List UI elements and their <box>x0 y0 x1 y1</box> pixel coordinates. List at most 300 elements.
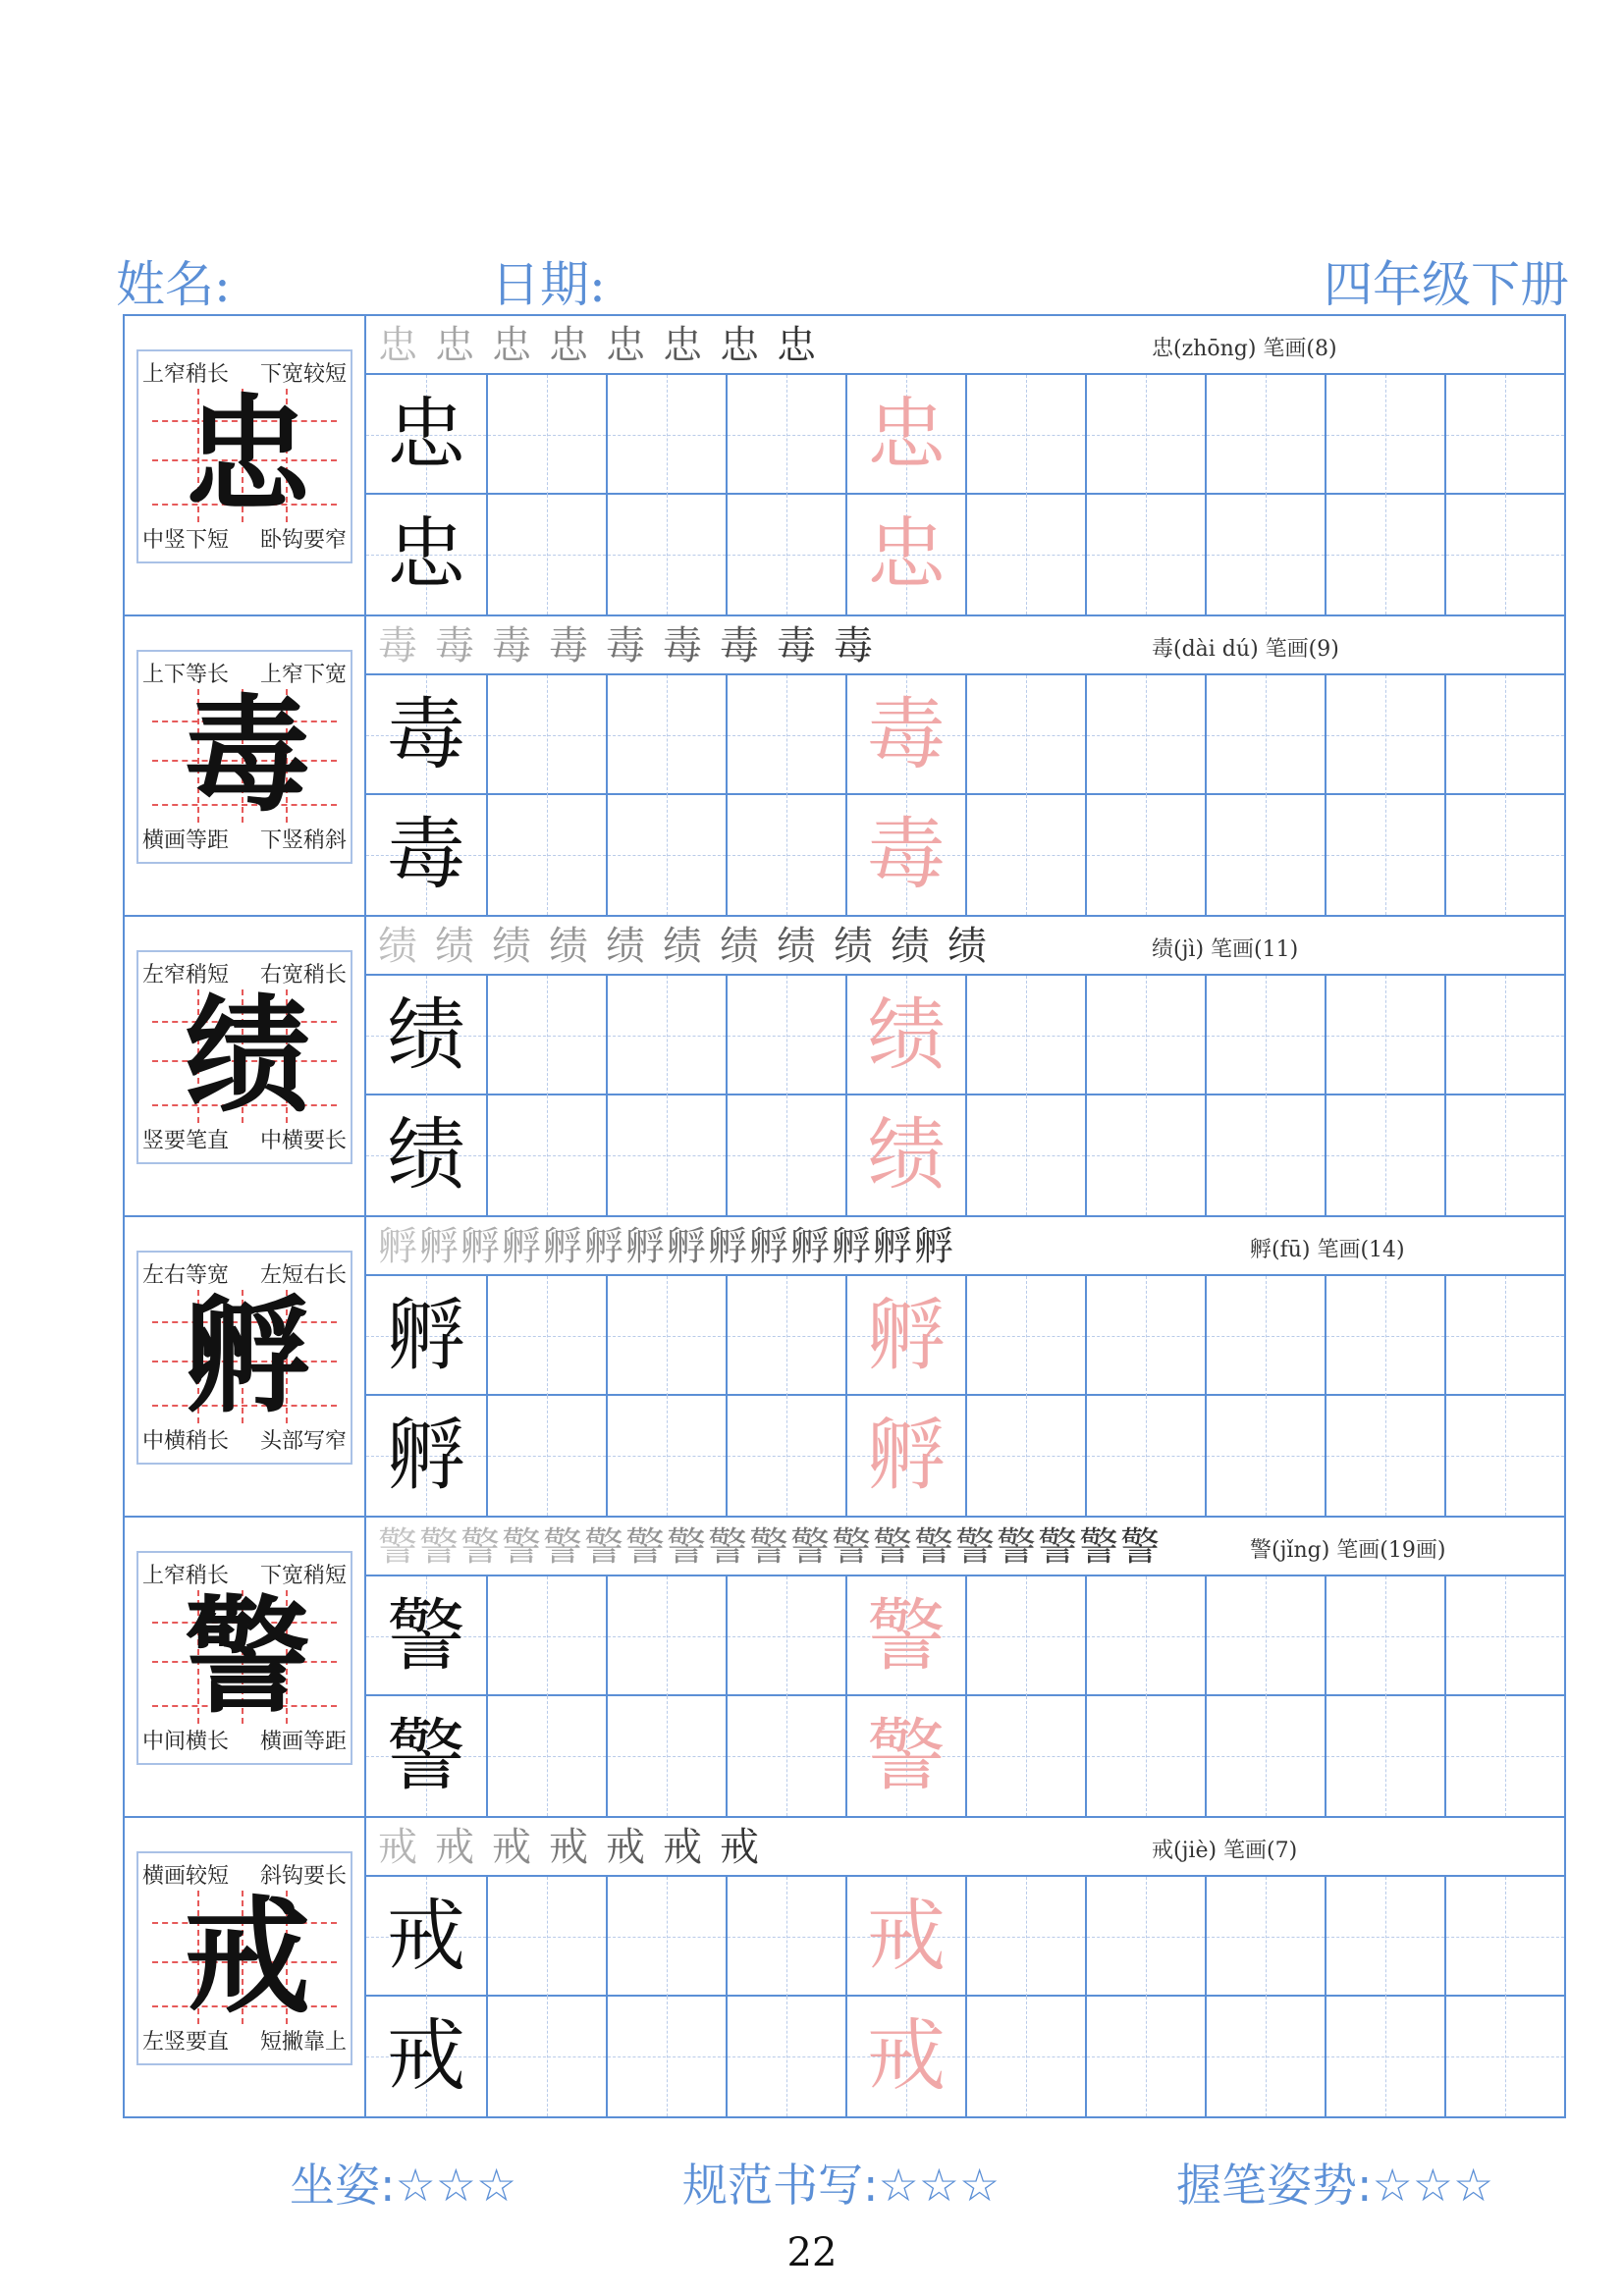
cell-guide <box>1087 1937 1205 1938</box>
practice-cell[interactable] <box>1205 976 1325 1095</box>
practice-row <box>366 1696 1564 1816</box>
character-info: 戒(jiè) 笔画(7) <box>1152 1839 1298 1863</box>
cell-guide <box>967 1937 1085 1938</box>
practice-cell[interactable] <box>845 675 965 795</box>
practice-cell[interactable] <box>1444 1576 1564 1696</box>
practice-cell[interactable] <box>726 1576 845 1696</box>
stroke-step: 忠 <box>492 323 531 368</box>
writing-tip: 上窄稍长 <box>142 362 230 387</box>
practice-cell[interactable] <box>726 1997 845 2116</box>
posture-rating: 坐姿:☆☆☆ <box>290 2159 517 2212</box>
practice-row <box>366 375 1564 495</box>
cell-guide <box>728 1336 845 1337</box>
cell-guide <box>1087 1336 1205 1337</box>
practice-cell[interactable] <box>845 375 965 495</box>
practice-cell[interactable] <box>1085 1095 1205 1215</box>
practice-cell[interactable] <box>366 1997 486 2116</box>
practice-cell[interactable] <box>845 495 965 614</box>
trace-character: 毒 <box>867 809 946 900</box>
practice-cell[interactable] <box>486 1877 606 1997</box>
stroke-step: 绩 <box>606 924 645 969</box>
trace-character: 戒 <box>867 1891 946 1982</box>
practice-cell[interactable] <box>366 1576 486 1696</box>
cell-guide <box>1207 1336 1325 1337</box>
stroke-step: 毒 <box>720 623 759 668</box>
model-character: 绩 <box>184 983 310 1130</box>
character-guide-box <box>136 1251 352 1465</box>
cell-guide <box>488 735 606 736</box>
practice-cell[interactable] <box>965 1576 1085 1696</box>
practice-row <box>366 976 1564 1095</box>
practice-cell[interactable] <box>1444 976 1564 1095</box>
practice-cell[interactable] <box>486 1396 606 1516</box>
practice-cell[interactable] <box>1085 1396 1205 1516</box>
practice-cell[interactable] <box>1205 1696 1325 1816</box>
cell-guide <box>608 1756 726 1757</box>
cell-guide <box>967 1036 1085 1037</box>
practice-cell[interactable] <box>1085 976 1205 1095</box>
writing-tip: 中竖下短 <box>142 528 230 553</box>
cell-guide <box>967 1336 1085 1337</box>
practice-cell[interactable] <box>366 1696 486 1816</box>
practice-cell[interactable] <box>845 795 965 915</box>
stroke-step: 警 <box>1038 1524 1077 1570</box>
practice-cell[interactable] <box>1444 1396 1564 1516</box>
trace-character: 忠 <box>867 508 946 600</box>
writing-tip: 左窄稍短 <box>142 963 230 988</box>
practice-cell[interactable] <box>726 1095 845 1215</box>
stroke-step: 警 <box>914 1524 953 1570</box>
writing-tip: 横画等距 <box>142 828 230 853</box>
practice-cell[interactable] <box>845 1997 965 2116</box>
stroke-step: 警 <box>708 1524 747 1570</box>
cell-guide <box>608 1937 726 1938</box>
stroke-step: 绩 <box>549 924 588 969</box>
writing-tip: 头部写窄 <box>259 1429 347 1454</box>
practice-cell[interactable] <box>965 675 1085 795</box>
stroke-step: 孵 <box>460 1224 500 1269</box>
practice-cell[interactable] <box>1085 1276 1205 1396</box>
practice-cell[interactable] <box>366 1095 486 1215</box>
cell-guide <box>488 1937 606 1938</box>
stroke-step: 毒 <box>435 623 474 668</box>
practice-cell[interactable] <box>606 1576 726 1696</box>
sample-character: 警 <box>387 1590 465 1682</box>
practice-cell[interactable] <box>965 1696 1085 1816</box>
cell-guide <box>967 1155 1085 1156</box>
practice-cell[interactable] <box>366 1276 486 1396</box>
model-character: 忠 <box>184 382 310 529</box>
cell-guide <box>1446 1036 1564 1037</box>
cell-guide <box>1446 1756 1564 1757</box>
stroke-step: 忠 <box>549 323 588 368</box>
practice-cell[interactable] <box>1085 1877 1205 1997</box>
stroke-step: 绩 <box>947 924 987 969</box>
cell-guide <box>1207 1155 1325 1156</box>
stroke-step: 孵 <box>832 1224 871 1269</box>
practice-cell[interactable] <box>486 1095 606 1215</box>
practice-cell[interactable] <box>1444 1877 1564 1997</box>
practice-cell[interactable] <box>1325 1576 1444 1696</box>
cell-guide <box>967 855 1085 856</box>
stroke-step: 忠 <box>720 323 759 368</box>
writing-area <box>364 316 1564 614</box>
stroke-step: 警 <box>667 1524 706 1570</box>
cell-guide <box>728 735 845 736</box>
stroke-step: 绩 <box>435 924 474 969</box>
practice-cell[interactable] <box>1325 495 1444 614</box>
sample-character: 忠 <box>387 389 465 480</box>
practice-cell[interactable] <box>1085 1696 1205 1816</box>
practice-cell[interactable] <box>486 1696 606 1816</box>
practice-cell[interactable] <box>366 795 486 915</box>
stroke-step: 绩 <box>777 924 816 969</box>
stroke-step: 绩 <box>378 924 417 969</box>
writing-tip: 横画较短 <box>142 1864 230 1889</box>
practice-cell[interactable] <box>1325 1877 1444 1997</box>
cell-guide <box>1207 555 1325 556</box>
cell-guide <box>488 435 606 436</box>
practice-row <box>366 1877 1564 1997</box>
writing-tip: 横画等距 <box>259 1730 347 1754</box>
practice-cell[interactable] <box>606 375 726 495</box>
sample-character: 戒 <box>387 2010 465 2102</box>
practice-cell[interactable] <box>1205 1997 1325 2116</box>
cell-guide <box>608 855 726 856</box>
cell-guide <box>608 1036 726 1037</box>
stroke-step: 毒 <box>663 623 702 668</box>
cell-guide <box>1326 735 1444 736</box>
practice-cell[interactable] <box>1444 1095 1564 1215</box>
cell-guide <box>488 1155 606 1156</box>
cell-guide <box>1326 1937 1444 1938</box>
cell-guide <box>1087 1456 1205 1457</box>
sample-character: 孵 <box>387 1290 465 1381</box>
cell-guide <box>1326 2056 1444 2057</box>
cell-guide <box>488 555 606 556</box>
stroke-step: 孵 <box>584 1224 623 1269</box>
writing-tip: 上窄稍长 <box>142 1564 230 1588</box>
practice-cell[interactable] <box>1325 1095 1444 1215</box>
cell-guide <box>608 2056 726 2057</box>
stroke-step: 毒 <box>606 623 645 668</box>
character-block <box>125 616 1564 917</box>
stroke-order-row <box>366 316 1564 375</box>
character-guide-box <box>136 950 352 1164</box>
practice-cell[interactable] <box>606 1997 726 2116</box>
stroke-order-row <box>366 616 1564 675</box>
stroke-step: 戒 <box>492 1825 531 1870</box>
stroke-step: 忠 <box>378 323 417 368</box>
practice-cell[interactable] <box>606 1396 726 1516</box>
practice-cell[interactable] <box>965 1095 1085 1215</box>
stroke-step: 绩 <box>891 924 930 969</box>
practice-cell[interactable] <box>1205 495 1325 614</box>
practice-cell[interactable] <box>726 1877 845 1997</box>
cell-guide <box>728 1036 845 1037</box>
cell-guide <box>488 1036 606 1037</box>
cell-guide <box>967 1756 1085 1757</box>
practice-cell[interactable] <box>606 675 726 795</box>
cell-guide <box>967 435 1085 436</box>
cell-guide <box>1207 1456 1325 1457</box>
model-character: 毒 <box>184 682 310 829</box>
practice-cell[interactable] <box>366 1877 486 1997</box>
cell-guide <box>728 1937 845 1938</box>
cell-guide <box>488 1336 606 1337</box>
practice-cell[interactable] <box>726 675 845 795</box>
stroke-order-row <box>366 1518 1564 1576</box>
cell-guide <box>1207 435 1325 436</box>
writing-tip: 卧钩要窄 <box>259 528 347 553</box>
model-character: 戒 <box>184 1884 310 2031</box>
cell-guide <box>1326 555 1444 556</box>
practice-cell[interactable] <box>965 1276 1085 1396</box>
practice-cell[interactable] <box>845 1396 965 1516</box>
practice-cell[interactable] <box>1205 1095 1325 1215</box>
cell-guide <box>1087 1036 1205 1037</box>
practice-cell[interactable] <box>1444 675 1564 795</box>
character-info: 忠(zhōng) 笔画(8) <box>1152 337 1337 361</box>
cell-guide <box>488 855 606 856</box>
cell-guide <box>967 1636 1085 1637</box>
character-guide-box <box>136 1851 352 2065</box>
cell-guide <box>1326 1036 1444 1037</box>
stroke-step: 毒 <box>378 623 417 668</box>
cell-guide <box>608 1155 726 1156</box>
practice-cell[interactable] <box>1444 495 1564 614</box>
stroke-step: 警 <box>625 1524 665 1570</box>
stroke-step: 警 <box>1079 1524 1118 1570</box>
writing-tip: 短撇靠上 <box>259 2030 347 2055</box>
practice-cell[interactable] <box>726 1396 845 1516</box>
writing-tip: 左右等宽 <box>142 1263 230 1288</box>
practice-cell[interactable] <box>366 495 486 614</box>
practice-cell[interactable] <box>965 1997 1085 2116</box>
trace-character: 绩 <box>867 1109 946 1201</box>
trace-character: 绩 <box>867 989 946 1081</box>
cell-guide <box>728 2056 845 2057</box>
writing-tip: 左短右长 <box>259 1263 347 1288</box>
practice-cell[interactable] <box>1205 1576 1325 1696</box>
practice-cell[interactable] <box>965 976 1085 1095</box>
stroke-step: 忠 <box>435 323 474 368</box>
practice-cell[interactable] <box>1325 375 1444 495</box>
stroke-step: 孵 <box>667 1224 706 1269</box>
sample-character: 孵 <box>387 1410 465 1501</box>
cell-guide <box>608 435 726 436</box>
practice-cell[interactable] <box>1085 675 1205 795</box>
cell-guide <box>1087 1756 1205 1757</box>
cell-guide <box>728 855 845 856</box>
character-block <box>125 1818 1564 2118</box>
practice-cell[interactable] <box>1205 1877 1325 1997</box>
practice-cell[interactable] <box>845 976 965 1095</box>
practice-cell[interactable] <box>486 1997 606 2116</box>
cell-guide <box>488 1756 606 1757</box>
practice-cell[interactable] <box>1325 1696 1444 1816</box>
practice-cell[interactable] <box>486 675 606 795</box>
practice-cell[interactable] <box>1325 976 1444 1095</box>
stroke-step: 警 <box>1120 1524 1160 1570</box>
practice-cell[interactable] <box>726 1696 845 1816</box>
practice-row <box>366 1095 1564 1215</box>
stroke-step: 孵 <box>625 1224 665 1269</box>
practice-cell[interactable] <box>606 1877 726 1997</box>
stroke-step: 孵 <box>914 1224 953 1269</box>
cell-guide <box>1087 1155 1205 1156</box>
practice-cell[interactable] <box>1085 1997 1205 2116</box>
practice-cell[interactable] <box>486 375 606 495</box>
sample-character: 戒 <box>387 1891 465 1982</box>
cell-guide <box>1446 1155 1564 1156</box>
practice-cell[interactable] <box>965 375 1085 495</box>
practice-cell[interactable] <box>1325 675 1444 795</box>
practice-cell[interactable] <box>366 976 486 1095</box>
practice-cell[interactable] <box>1205 1276 1325 1396</box>
practice-cell[interactable] <box>726 795 845 915</box>
practice-cell[interactable] <box>606 495 726 614</box>
character-info: 绩(jì) 笔画(11) <box>1152 937 1299 962</box>
practice-cell[interactable] <box>1085 495 1205 614</box>
stroke-step: 警 <box>502 1524 541 1570</box>
practice-cell[interactable] <box>1325 1276 1444 1396</box>
cell-guide <box>728 1155 845 1156</box>
character-info: 警(jǐng) 笔画(19画) <box>1250 1538 1446 1563</box>
stroke-step: 毒 <box>834 623 873 668</box>
practice-cell[interactable] <box>366 675 486 795</box>
stroke-step: 警 <box>832 1524 871 1570</box>
writing-tip: 中横稍长 <box>142 1429 230 1454</box>
trace-character: 戒 <box>867 2010 946 2102</box>
cell-guide <box>728 1636 845 1637</box>
practice-cell[interactable] <box>1325 1396 1444 1516</box>
practice-cell[interactable] <box>845 1696 965 1816</box>
stroke-order-row <box>366 1818 1564 1877</box>
stroke-step: 绩 <box>720 924 759 969</box>
practice-cell[interactable] <box>965 495 1085 614</box>
practice-cell[interactable] <box>486 1276 606 1396</box>
stroke-step: 警 <box>543 1524 582 1570</box>
cell-guide <box>1446 1336 1564 1337</box>
cell-guide <box>488 1456 606 1457</box>
character-guide-box <box>136 650 352 864</box>
stroke-step: 孵 <box>708 1224 747 1269</box>
stroke-step: 绩 <box>834 924 873 969</box>
practice-cell[interactable] <box>366 375 486 495</box>
stroke-step: 孵 <box>749 1224 788 1269</box>
practice-cell[interactable] <box>1444 1997 1564 2116</box>
practice-cell[interactable] <box>1205 675 1325 795</box>
model-character: 警 <box>184 1583 310 1731</box>
practice-cell[interactable] <box>1085 1576 1205 1696</box>
character-block <box>125 316 1564 616</box>
cell-guide <box>1087 735 1205 736</box>
cell-guide <box>1446 1636 1564 1637</box>
sample-character: 毒 <box>387 689 465 780</box>
practice-cell[interactable] <box>845 1576 965 1696</box>
practice-cell[interactable] <box>965 1877 1085 1997</box>
practice-cell[interactable] <box>726 1276 845 1396</box>
practice-cell[interactable] <box>486 1576 606 1696</box>
practice-cell[interactable] <box>1205 1396 1325 1516</box>
stroke-step: 戒 <box>606 1825 645 1870</box>
stroke-step: 孵 <box>502 1224 541 1269</box>
practice-cell[interactable] <box>726 976 845 1095</box>
practice-cell[interactable] <box>965 795 1085 915</box>
writing-area <box>364 1217 1564 1516</box>
trace-character: 忠 <box>867 389 946 480</box>
cell-guide <box>1207 2056 1325 2057</box>
practice-cell[interactable] <box>1444 795 1564 915</box>
practice-cell[interactable] <box>486 495 606 614</box>
practice-cell[interactable] <box>845 1877 965 1997</box>
practice-cell[interactable] <box>726 495 845 614</box>
writing-tip: 下宽稍短 <box>259 1564 347 1588</box>
grade-label: 四年级下册 <box>1324 256 1569 313</box>
practice-cell[interactable] <box>1085 795 1205 915</box>
cell-guide <box>1087 555 1205 556</box>
practice-cell[interactable] <box>1205 375 1325 495</box>
cell-guide <box>728 1756 845 1757</box>
practice-cell[interactable] <box>606 976 726 1095</box>
stroke-order-row <box>366 1217 1564 1276</box>
practice-cell[interactable] <box>486 795 606 915</box>
practice-cell[interactable] <box>726 375 845 495</box>
cell-guide <box>1326 1155 1444 1156</box>
cell-guide <box>1446 1456 1564 1457</box>
practice-row <box>366 1276 1564 1396</box>
stroke-step: 警 <box>749 1524 788 1570</box>
model-character: 孵 <box>184 1283 310 1430</box>
practice-cell[interactable] <box>606 795 726 915</box>
character-info: 毒(dài dú) 笔画(9) <box>1152 637 1339 662</box>
stroke-step: 毒 <box>777 623 816 668</box>
practice-cell[interactable] <box>486 976 606 1095</box>
character-block <box>125 1217 1564 1518</box>
practice-row <box>366 675 1564 795</box>
cell-guide <box>608 555 726 556</box>
practice-cell[interactable] <box>845 1276 965 1396</box>
cell-guide <box>1207 735 1325 736</box>
practice-cell[interactable] <box>606 1696 726 1816</box>
cell-guide <box>1087 435 1205 436</box>
practice-cell[interactable] <box>606 1276 726 1396</box>
page-number: 22 <box>786 2230 838 2275</box>
practice-cell[interactable] <box>366 1396 486 1516</box>
practice-cell[interactable] <box>1325 1997 1444 2116</box>
practice-cell[interactable] <box>1444 375 1564 495</box>
writing-rating: 规范书写:☆☆☆ <box>682 2159 1001 2212</box>
writing-area <box>364 917 1564 1215</box>
cell-guide <box>1207 1937 1325 1938</box>
practice-cell[interactable] <box>1205 795 1325 915</box>
practice-cell[interactable] <box>1444 1696 1564 1816</box>
practice-cell[interactable] <box>1085 375 1205 495</box>
practice-cell[interactable] <box>845 1095 965 1215</box>
cell-guide <box>488 2056 606 2057</box>
stroke-step: 绩 <box>663 924 702 969</box>
writing-tip: 斜钩要长 <box>259 1864 347 1889</box>
cell-guide <box>608 735 726 736</box>
practice-cell[interactable] <box>606 1095 726 1215</box>
practice-cell[interactable] <box>1444 1276 1564 1396</box>
practice-cell[interactable] <box>1325 795 1444 915</box>
date-label: 日期: <box>491 256 606 313</box>
cell-guide <box>967 1456 1085 1457</box>
trace-character: 警 <box>867 1710 946 1801</box>
practice-cell[interactable] <box>965 1396 1085 1516</box>
